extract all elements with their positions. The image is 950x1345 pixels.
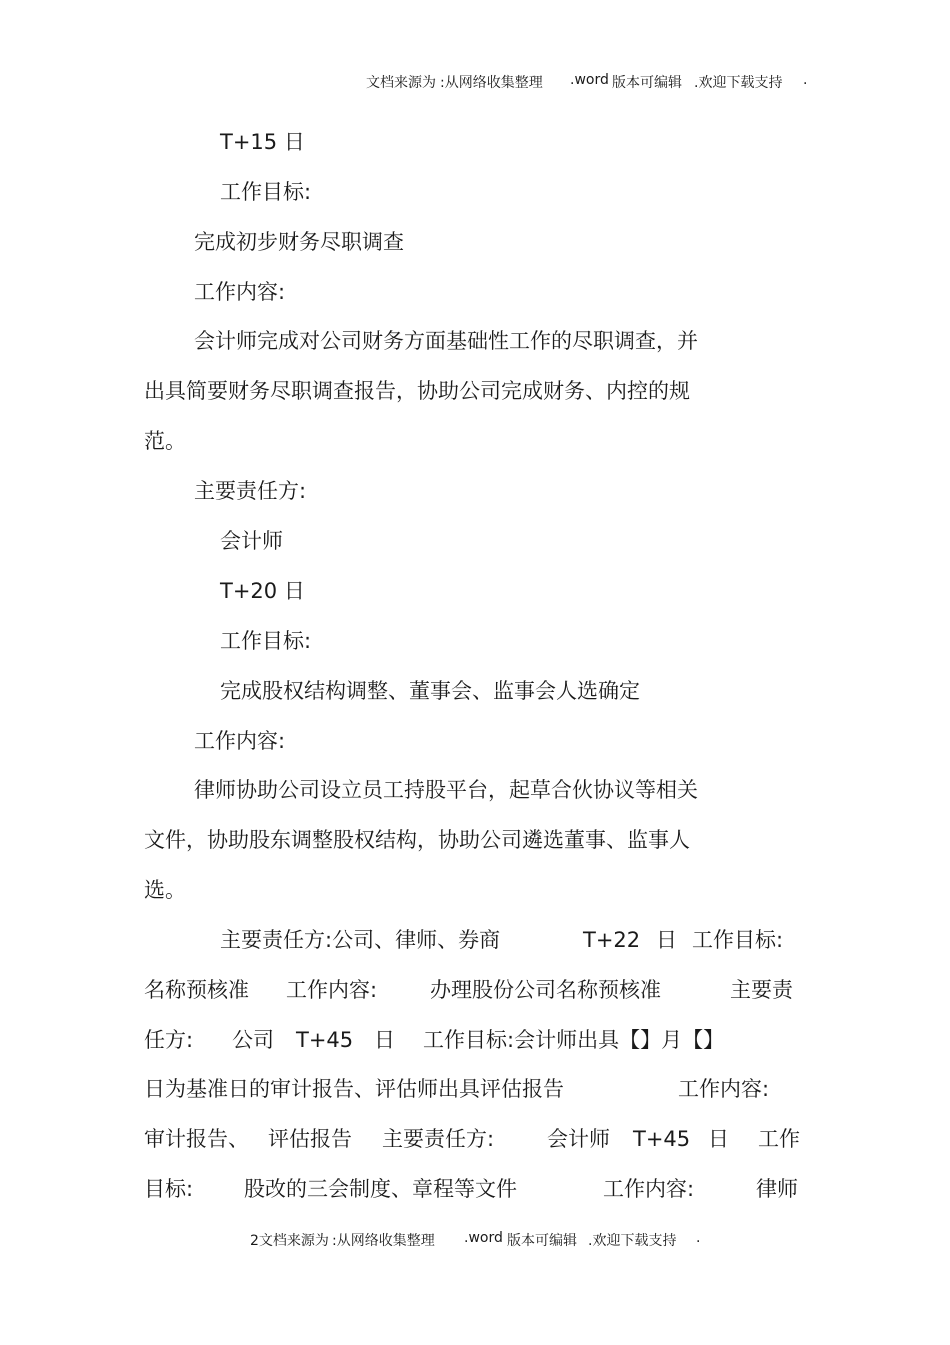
text-segment: 名称预核准 bbox=[144, 978, 249, 1002]
text-segment: 任方: bbox=[144, 1028, 194, 1052]
text-segment: 日为基准日的审计报告、评估师出具评估报告 bbox=[144, 1077, 564, 1101]
body-line: 会计师 bbox=[220, 529, 283, 553]
body-line: 文件，协助股东调整股权结构，协助公司遴选董事、监事人 bbox=[144, 828, 690, 852]
justified-line bbox=[0, 1175, 950, 1203]
footer-welcome: .欢迎下载支持 bbox=[588, 1233, 677, 1249]
header-edit: 版本可编辑 bbox=[612, 75, 682, 91]
justified-line bbox=[0, 976, 950, 1004]
body-line: 主要责任方: bbox=[194, 479, 307, 503]
header-welcome: .欢迎下载支持 bbox=[694, 75, 783, 91]
header-word: .word bbox=[570, 72, 609, 88]
footer-source: :从网络收集整理 bbox=[332, 1233, 435, 1249]
body-line: 工作内容: bbox=[194, 280, 286, 304]
text-segment: 日 bbox=[708, 1127, 729, 1151]
justified-line bbox=[0, 926, 950, 954]
body-line: 工作目标: bbox=[220, 180, 312, 204]
footer-edit: 版本可编辑 bbox=[507, 1233, 577, 1249]
body-line: 会计师完成对公司财务方面基础性工作的尽职调查，并 bbox=[194, 329, 698, 353]
text-segment: 工作目标: bbox=[692, 928, 784, 952]
text-segment: 主要责任方: bbox=[382, 1127, 495, 1151]
text-segment: 评估报告 bbox=[268, 1127, 352, 1151]
page-footer bbox=[0, 1230, 950, 1250]
text-segment: 目标: bbox=[144, 1177, 194, 1201]
text-segment: 律师 bbox=[756, 1177, 798, 1201]
body-line: 律师协助公司设立员工持股平台，起草合伙协议等相关 bbox=[194, 778, 698, 802]
text-segment: T+45 bbox=[633, 1127, 691, 1151]
body-line: T+20 日 bbox=[220, 579, 305, 603]
body-line: 完成初步财务尽职调查 bbox=[194, 230, 404, 254]
text-segment: 主要责 bbox=[730, 978, 793, 1002]
footer-word: .word bbox=[464, 1230, 503, 1246]
footer-dot: . bbox=[696, 1230, 701, 1246]
header-dot: . bbox=[803, 72, 808, 88]
text-segment: 工作内容: bbox=[678, 1077, 770, 1101]
justified-line bbox=[0, 1026, 950, 1054]
text-segment: 审计报告、 bbox=[144, 1127, 249, 1151]
text-segment: 日 bbox=[374, 1028, 395, 1052]
footer-page-prefix: 2文档来源为 bbox=[250, 1233, 329, 1249]
text-segment: T+45 bbox=[296, 1028, 354, 1052]
text-segment: 工作目标:会计师出具【】月【】 bbox=[423, 1028, 725, 1052]
text-segment: 工作内容: bbox=[286, 978, 378, 1002]
body-line: 工作内容: bbox=[194, 729, 286, 753]
body-line: 选。 bbox=[144, 878, 186, 902]
body-line: 范。 bbox=[144, 429, 186, 453]
justified-line bbox=[0, 1125, 950, 1153]
text-segment: 股改的三会制度、章程等文件 bbox=[244, 1177, 517, 1201]
body-line: 出具简要财务尽职调查报告，协助公司完成财务、内控的规 bbox=[144, 379, 690, 403]
text-segment: T+22 bbox=[583, 928, 641, 952]
header-prefix: 文档来源为 bbox=[366, 75, 436, 91]
text-segment: 工作内容: bbox=[603, 1177, 695, 1201]
text-segment: 工作 bbox=[758, 1127, 800, 1151]
text-segment: 会计师 bbox=[547, 1127, 610, 1151]
body-line: 完成股权结构调整、董事会、监事会人选确定 bbox=[220, 679, 640, 703]
text-segment: 主要责任方:公司、律师、券商 bbox=[220, 928, 501, 952]
justified-line bbox=[0, 1075, 950, 1103]
page-header bbox=[0, 72, 950, 92]
body-line: 工作目标: bbox=[220, 629, 312, 653]
header-source: :从网络收集整理 bbox=[440, 75, 543, 91]
text-segment: 办理股份公司名称预核准 bbox=[430, 978, 661, 1002]
text-segment: 日 bbox=[656, 928, 677, 952]
body-line: T+15 日 bbox=[220, 130, 305, 154]
text-segment: 公司 bbox=[232, 1028, 274, 1052]
